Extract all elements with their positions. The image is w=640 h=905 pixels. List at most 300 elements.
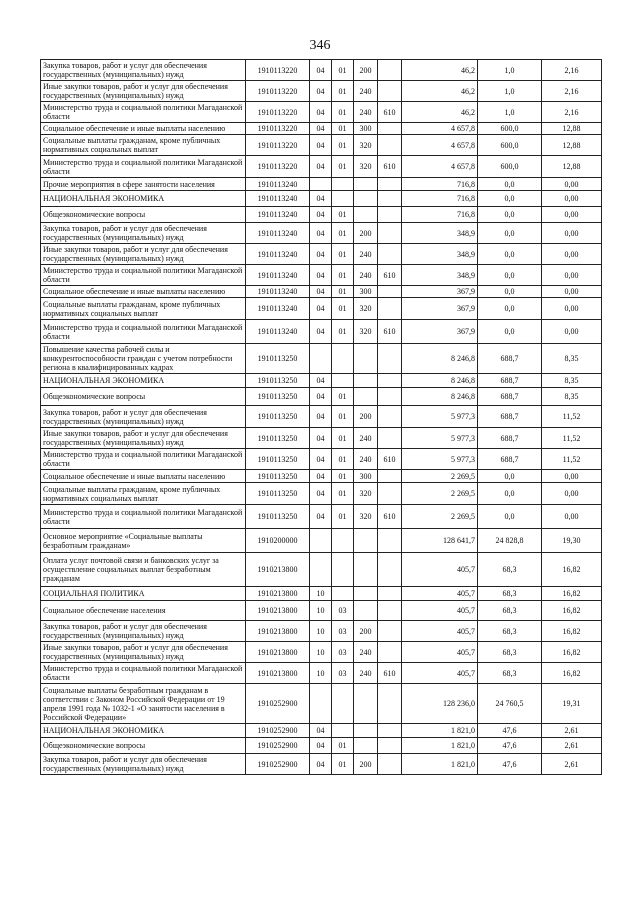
row-amount: 405,7 [402,601,478,621]
row-subsection: 01 [332,244,354,265]
row-amount-executed: 0,0 [478,286,542,298]
row-name: Социальное обеспечение населения [41,601,246,621]
row-amount: 348,9 [402,265,478,286]
row-subsection: 01 [332,483,354,505]
row-amount-executed: 688,7 [478,449,542,470]
row-amount: 1 821,0 [402,738,478,754]
row-amount-executed: 47,6 [478,738,542,754]
row-kosgu [378,123,402,135]
row-amount: 128 236,0 [402,684,478,724]
row-expense-type [354,344,378,374]
row-subsection: 01 [332,207,354,223]
row-kosgu [378,587,402,601]
row-amount-executed: 688,7 [478,374,542,388]
row-subsection: 01 [332,449,354,470]
row-subsection [332,374,354,388]
row-amount: 348,9 [402,244,478,265]
row-code: 1910113240 [246,265,310,286]
row-amount-executed: 0,0 [478,178,542,191]
row-code: 1910113240 [246,244,310,265]
row-amount: 716,8 [402,191,478,207]
row-code: 1910113240 [246,223,310,244]
row-kosgu: 610 [378,156,402,178]
row-expense-type: 200 [354,223,378,244]
row-code: 1910113240 [246,286,310,298]
row-subsection: 01 [332,738,354,754]
row-expense-type [354,388,378,406]
row-name: Основное мероприятие «Социальные выплаты безработным гражданам» [41,529,246,553]
row-expense-type [354,684,378,724]
table-row [41,553,602,587]
table-row [41,178,602,191]
row-subsection: 01 [332,428,354,449]
row-amount-executed: 0,0 [478,244,542,265]
table-row [41,286,602,298]
row-code: 1910113220 [246,135,310,156]
row-kosgu [378,298,402,320]
row-name: Министерство труда и социальной политики Магаданской области [41,265,246,286]
row-section: 04 [310,754,332,775]
row-amount: 716,8 [402,178,478,191]
row-section [310,344,332,374]
row-kosgu: 610 [378,320,402,344]
row-kosgu [378,529,402,553]
row-expense-type: 200 [354,621,378,642]
row-code: 1910213800 [246,621,310,642]
row-name: Министерство труда и социальной политики Магаданской области [41,320,246,344]
row-amount-executed: 0,0 [478,191,542,207]
row-expense-type [354,529,378,553]
row-code: 1910252900 [246,684,310,724]
row-subsection: 03 [332,663,354,684]
table-row [41,223,602,244]
row-amount: 367,9 [402,320,478,344]
row-section [310,178,332,191]
row-kosgu [378,601,402,621]
row-expense-type: 300 [354,123,378,135]
row-code: 1910113250 [246,449,310,470]
row-section: 04 [310,320,332,344]
table-row [41,470,602,483]
row-amount-executed: 600,0 [478,123,542,135]
row-amount: 5 977,3 [402,449,478,470]
row-name: Закупка товаров, работ и услуг для обеспечения государственных (муниципальных) нужд [41,621,246,642]
row-percent: 2,61 [542,724,602,738]
row-subsection: 01 [332,135,354,156]
row-percent: 8,35 [542,374,602,388]
row-name: Общеэкономические вопросы [41,388,246,406]
row-name: Иные закупки товаров, работ и услуг для обеспечения государственных (муниципальных) нужд [41,428,246,449]
row-subsection: 01 [332,298,354,320]
row-subsection [332,553,354,587]
row-expense-type: 240 [354,265,378,286]
row-amount: 716,8 [402,207,478,223]
row-expense-type [354,553,378,587]
row-name: Министерство труда и социальной политики Магаданской области [41,449,246,470]
row-percent: 2,61 [542,754,602,775]
row-name: Закупка товаров, работ и услуг для обеспечения государственных (муниципальных) нужд [41,223,246,244]
row-section: 04 [310,298,332,320]
row-amount: 367,9 [402,286,478,298]
row-name: Министерство труда и социальной политики Магаданской области [41,102,246,123]
row-subsection: 01 [332,265,354,286]
row-kosgu [378,724,402,738]
row-expense-type [354,587,378,601]
row-amount-executed: 1,0 [478,60,542,81]
row-amount: 405,7 [402,587,478,601]
row-percent: 0,00 [542,223,602,244]
table-row [41,449,602,470]
row-section: 04 [310,374,332,388]
row-subsection: 01 [332,470,354,483]
row-subsection: 01 [332,754,354,775]
row-percent: 0,00 [542,470,602,483]
row-amount-executed: 1,0 [478,102,542,123]
row-section: 10 [310,587,332,601]
row-percent: 12,88 [542,135,602,156]
row-name: Иные закупки товаров, работ и услуг для обеспечения государственных (муниципальных) нужд [41,244,246,265]
row-section: 04 [310,286,332,298]
table-body [41,60,602,775]
row-amount: 8 246,8 [402,344,478,374]
row-kosgu: 610 [378,449,402,470]
row-expense-type [354,207,378,223]
row-code: 1910113220 [246,60,310,81]
row-amount: 1 821,0 [402,724,478,738]
row-kosgu: 610 [378,663,402,684]
row-code: 1910113240 [246,298,310,320]
row-name: Социальные выплаты безработным гражданам в соответствии с Законом Российской Федерации от 19 апреля 1991 года № 1032-1 «О занятости населения в Российской Федерации» [41,684,246,724]
row-kosgu [378,388,402,406]
row-kosgu [378,470,402,483]
row-subsection: 01 [332,102,354,123]
row-section [310,553,332,587]
row-amount: 46,2 [402,102,478,123]
row-percent: 11,52 [542,428,602,449]
row-percent: 0,00 [542,286,602,298]
row-section: 04 [310,156,332,178]
row-percent: 2,16 [542,102,602,123]
table-row [41,156,602,178]
row-amount-executed: 47,6 [478,754,542,775]
row-name: НАЦИОНАЛЬНАЯ ЭКОНОМИКА [41,374,246,388]
row-code: 1910213800 [246,553,310,587]
row-code: 1910113250 [246,428,310,449]
row-percent: 12,88 [542,156,602,178]
row-section: 04 [310,223,332,244]
row-kosgu [378,621,402,642]
row-code: 1910113240 [246,320,310,344]
row-kosgu [378,191,402,207]
row-expense-type [354,178,378,191]
row-amount-executed: 688,7 [478,344,542,374]
row-amount: 2 269,5 [402,470,478,483]
row-name: Оплата услуг почтовой связи и банковских услуг за осуществление социальных выплат безработным гражданам [41,553,246,587]
row-name: Социальное обеспечение и иные выплаты населению [41,123,246,135]
row-section: 04 [310,81,332,102]
row-percent: 16,82 [542,587,602,601]
row-expense-type: 300 [354,286,378,298]
row-code: 1910113250 [246,374,310,388]
row-name: Закупка товаров, работ и услуг для обеспечения государственных (муниципальных) нужд [41,60,246,81]
row-amount-executed: 1,0 [478,81,542,102]
row-expense-type: 240 [354,642,378,663]
budget-table [40,59,602,775]
row-percent: 0,00 [542,191,602,207]
row-name: Социальное обеспечение и иные выплаты населению [41,286,246,298]
row-expense-type: 320 [354,483,378,505]
row-percent: 12,88 [542,123,602,135]
row-expense-type: 240 [354,428,378,449]
row-code: 1910252900 [246,738,310,754]
row-percent: 0,00 [542,207,602,223]
row-section: 04 [310,191,332,207]
table-row [41,738,602,754]
table-row [41,60,602,81]
row-expense-type: 320 [354,156,378,178]
row-amount: 405,7 [402,553,478,587]
row-amount-executed: 68,3 [478,553,542,587]
row-percent: 19,31 [542,684,602,724]
row-section: 04 [310,388,332,406]
row-subsection [332,191,354,207]
row-kosgu [378,178,402,191]
row-amount-executed: 0,0 [478,223,542,244]
row-expense-type: 200 [354,754,378,775]
row-percent: 8,35 [542,388,602,406]
row-kosgu [378,135,402,156]
row-amount-executed: 68,3 [478,663,542,684]
row-expense-type: 320 [354,505,378,529]
row-percent: 8,35 [542,344,602,374]
table-row [41,621,602,642]
row-section: 04 [310,207,332,223]
table-row [41,663,602,684]
table-row [41,191,602,207]
row-subsection: 01 [332,286,354,298]
table-row [41,388,602,406]
row-expense-type: 240 [354,663,378,684]
table-row [41,642,602,663]
row-percent: 16,82 [542,663,602,684]
row-subsection: 01 [332,60,354,81]
row-section: 04 [310,244,332,265]
row-amount-executed: 600,0 [478,156,542,178]
row-section: 04 [310,738,332,754]
row-section: 10 [310,663,332,684]
row-subsection: 01 [332,81,354,102]
row-kosgu [378,60,402,81]
table-row [41,529,602,553]
row-kosgu [378,684,402,724]
row-expense-type: 320 [354,320,378,344]
table-row [41,587,602,601]
row-percent: 16,82 [542,553,602,587]
row-name: Министерство труда и социальной политики Магаданской области [41,156,246,178]
row-amount-executed: 0,0 [478,298,542,320]
row-percent: 16,82 [542,601,602,621]
row-code: 1910113220 [246,156,310,178]
table-row [41,754,602,775]
row-subsection: 03 [332,642,354,663]
row-subsection: 01 [332,388,354,406]
row-kosgu: 610 [378,505,402,529]
table-row [41,406,602,428]
row-kosgu [378,553,402,587]
table-row [41,102,602,123]
row-section: 04 [310,102,332,123]
row-expense-type: 240 [354,449,378,470]
row-expense-type: 320 [354,298,378,320]
table-row [41,123,602,135]
row-amount-executed: 600,0 [478,135,542,156]
row-amount: 5 977,3 [402,428,478,449]
row-amount-executed: 0,0 [478,505,542,529]
row-subsection: 01 [332,156,354,178]
row-amount: 46,2 [402,81,478,102]
row-name: Общеэкономические вопросы [41,738,246,754]
row-amount-executed: 0,0 [478,207,542,223]
row-section: 04 [310,724,332,738]
table-row [41,207,602,223]
row-code: 1910113250 [246,470,310,483]
row-amount-executed: 24 828,8 [478,529,542,553]
row-code: 1910113250 [246,483,310,505]
row-name: Общеэкономические вопросы [41,207,246,223]
row-kosgu [378,406,402,428]
row-kosgu [378,642,402,663]
row-name: Социальные выплаты гражданам, кроме публичных нормативных социальных выплат [41,483,246,505]
table-row [41,483,602,505]
table-row [41,320,602,344]
row-amount: 405,7 [402,642,478,663]
row-name: СОЦИАЛЬНАЯ ПОЛИТИКА [41,587,246,601]
row-percent: 0,00 [542,178,602,191]
row-code: 1910213800 [246,601,310,621]
row-subsection: 01 [332,223,354,244]
row-code: 1910213800 [246,642,310,663]
table-row [41,601,602,621]
row-code: 1910252900 [246,754,310,775]
row-amount: 4 657,8 [402,156,478,178]
row-code: 1910113250 [246,344,310,374]
row-kosgu [378,81,402,102]
row-name: Закупка товаров, работ и услуг для обеспечения государственных (муниципальных) нужд [41,406,246,428]
row-subsection: 03 [332,621,354,642]
row-amount: 5 977,3 [402,406,478,428]
page-number: 346 [309,38,331,53]
row-kosgu [378,754,402,775]
row-amount-executed: 68,3 [478,601,542,621]
row-section: 04 [310,406,332,428]
row-amount-executed: 0,0 [478,470,542,483]
row-percent: 0,00 [542,298,602,320]
table-row [41,724,602,738]
row-code: 1910113250 [246,505,310,529]
row-percent: 0,00 [542,483,602,505]
row-amount-executed: 68,3 [478,621,542,642]
row-amount-executed: 68,3 [478,587,542,601]
row-amount-executed: 688,7 [478,428,542,449]
row-section: 04 [310,265,332,286]
row-percent: 2,16 [542,60,602,81]
row-name: Министерство труда и социальной политики Магаданской области [41,505,246,529]
row-subsection: 01 [332,505,354,529]
row-code: 1910200000 [246,529,310,553]
row-expense-type: 200 [354,406,378,428]
table-row [41,244,602,265]
row-expense-type: 300 [354,470,378,483]
row-percent: 2,16 [542,81,602,102]
row-expense-type [354,191,378,207]
row-section [310,684,332,724]
row-code: 1910113250 [246,406,310,428]
row-code: 1910113220 [246,123,310,135]
row-kosgu [378,223,402,244]
row-name: Социальное обеспечение и иные выплаты населению [41,470,246,483]
row-amount: 4 657,8 [402,135,478,156]
row-amount: 1 821,0 [402,754,478,775]
row-expense-type [354,374,378,388]
row-section: 04 [310,123,332,135]
table-row [41,135,602,156]
row-section: 04 [310,60,332,81]
row-name: Социальные выплаты гражданам, кроме публичных нормативных социальных выплат [41,298,246,320]
row-amount: 128 641,7 [402,529,478,553]
row-section: 04 [310,449,332,470]
row-kosgu [378,344,402,374]
table-row [41,81,602,102]
row-amount-executed: 688,7 [478,388,542,406]
row-percent: 2,61 [542,738,602,754]
row-name: Иные закупки товаров, работ и услуг для обеспечения государственных (муниципальных) нужд [41,642,246,663]
table-row [41,428,602,449]
row-section: 10 [310,601,332,621]
row-subsection: 01 [332,123,354,135]
row-kosgu [378,244,402,265]
row-kosgu [378,483,402,505]
row-section: 10 [310,621,332,642]
row-expense-type: 320 [354,135,378,156]
row-amount: 405,7 [402,621,478,642]
row-name: Министерство труда и социальной политики Магаданской области [41,663,246,684]
row-expense-type: 200 [354,60,378,81]
row-subsection: 01 [332,320,354,344]
row-section: 04 [310,470,332,483]
row-code: 1910113240 [246,178,310,191]
row-amount: 4 657,8 [402,123,478,135]
row-code: 1910213800 [246,587,310,601]
row-subsection [332,587,354,601]
table-row [41,344,602,374]
row-subsection: 01 [332,406,354,428]
row-amount-executed: 0,0 [478,320,542,344]
row-code: 1910113240 [246,191,310,207]
row-name: НАЦИОНАЛЬНАЯ ЭКОНОМИКА [41,191,246,207]
row-percent: 0,00 [542,505,602,529]
table-row [41,265,602,286]
row-kosgu [378,428,402,449]
row-amount: 46,2 [402,60,478,81]
row-code: 1910113250 [246,388,310,406]
row-amount-executed: 0,0 [478,483,542,505]
row-expense-type [354,601,378,621]
row-name: Закупка товаров, работ и услуг для обеспечения государственных (муниципальных) нужд [41,754,246,775]
row-kosgu: 610 [378,102,402,123]
table-row [41,684,602,724]
row-subsection [332,344,354,374]
row-kosgu: 610 [378,265,402,286]
